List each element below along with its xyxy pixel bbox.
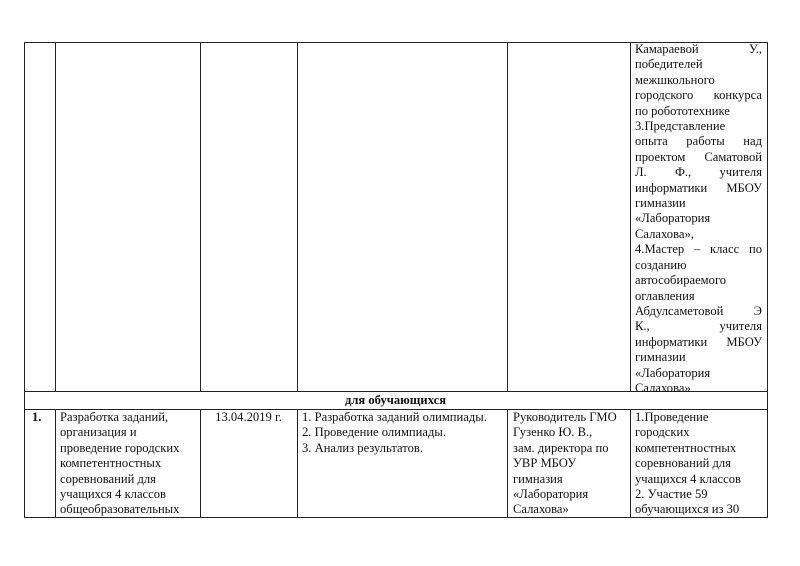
date-cell: 13.04.2019 г. [215,410,282,424]
text-line: «Лаборатория [635,211,711,226]
column-border [24,42,25,518]
text-line: информатики МБОУ [635,180,762,195]
text-line: соревнований для [635,456,731,471]
column-border [507,409,508,517]
text-line: гимназии [635,350,686,365]
text-line: «Лаборатория [513,487,589,502]
text-line: созданию [635,257,687,272]
column-border [630,409,631,517]
text-line: УВР МБОУ [513,456,577,471]
text-line: Гузенко Ю. В., [513,425,593,440]
text-line: Абдулсаметовой Э [635,303,762,318]
text-line: гимназии [635,196,686,211]
text-line: 2. Участие 59 [635,487,708,502]
text-line: Разработка заданий, [60,410,169,424]
text-line: информатики МБОУ [635,334,762,349]
text-line: Салахова», [635,226,694,241]
text-line: по робототехнике [635,103,730,118]
text-line: 1.Проведение [635,410,709,424]
text-line: компетентностных [60,456,162,471]
section-title: для обучающихся [344,393,447,407]
text-line: общеобразовательных [60,502,180,517]
text-line: городского конкурса [635,88,762,103]
text-line: Руководитель ГМО [513,410,617,424]
row-number: 1. [32,410,42,424]
text-line: опыта работы над [635,134,762,149]
results-cell [635,410,765,518]
text-line: проведение городских [60,440,180,455]
text-line: обучающихся из 30 [635,502,740,517]
text-line: 4.Мастер – класс по [635,242,762,257]
text-line: Л. Ф., учителя [635,165,762,180]
column-border [767,42,768,518]
text-line: компетентностных [635,440,737,455]
column-border [507,42,508,391]
text-line: оглавления [635,288,695,303]
text-line: соревнований для [60,471,156,486]
text-line: учащихся 4 классов [635,471,741,486]
column-border [297,42,298,391]
text-line: учащихся 4 классов [60,487,166,502]
text-line: Камараевой У., [635,42,762,56]
text-line: гимназия [513,471,563,486]
text-line: проектом Саматовой [635,149,762,164]
column-border [297,409,298,517]
top-results-cell [635,42,762,396]
content-cell [302,410,505,456]
text-line: 3.Представление [635,119,726,134]
column-border [55,409,56,517]
text-line: «Лаборатория [635,365,711,380]
column-border [200,42,201,391]
text-line: 1. Разработка заданий олимпиады. [302,410,487,424]
text-line: 2. Проведение олимпиады. [302,425,447,440]
text-line: организация и [60,425,137,440]
text-line: зам. директора по [513,440,609,455]
text-line: Салахова» [513,502,569,517]
text-line: межшкольного [635,72,715,87]
column-border [630,42,631,391]
text-line: К., учителя [635,319,762,334]
text-line: городских [635,425,690,440]
text-line: 3. Анализ результатов. [302,440,423,455]
responsible-cell [513,410,629,518]
text-line: Салахова» [635,380,691,395]
event-cell [60,410,198,518]
column-border [55,42,56,391]
text-line: автособираемого [635,273,727,288]
text-line: победителей [635,57,703,72]
